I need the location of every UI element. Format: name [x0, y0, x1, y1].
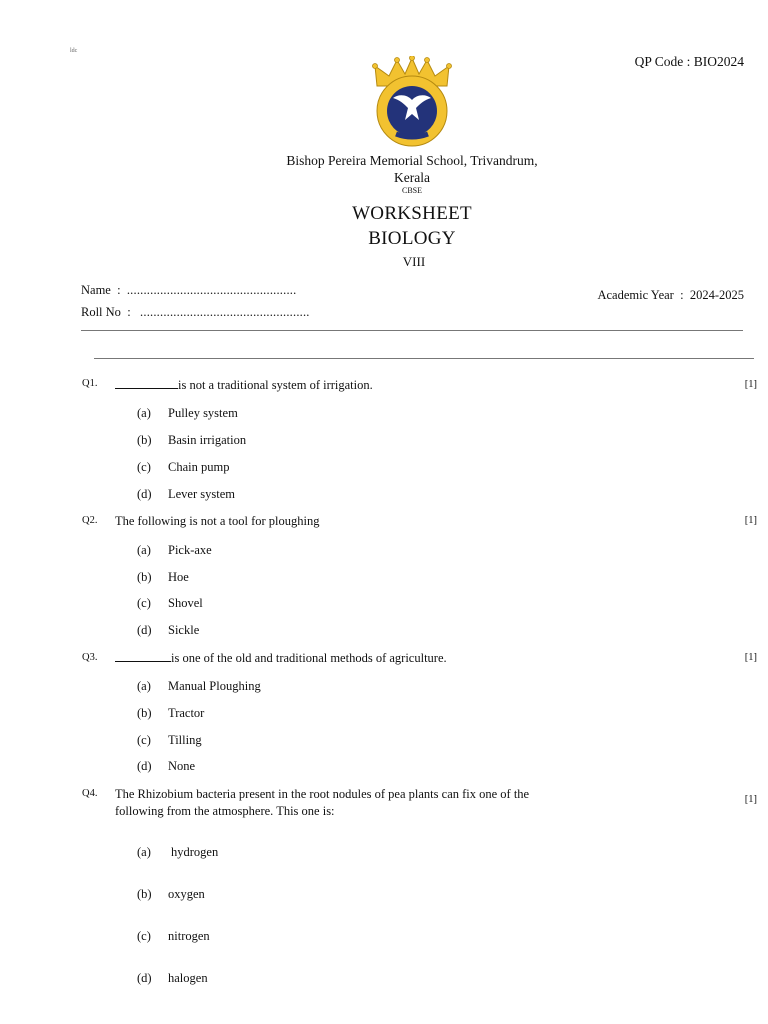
- roll-field: Roll No : ...................................................: [81, 305, 310, 319]
- name-value: ...................................................: [126, 283, 297, 297]
- class-label: VIII: [402, 254, 426, 269]
- roll-label: Roll No: [81, 305, 121, 319]
- year-value: 2024-2025: [689, 288, 744, 302]
- question-number: Q1.: [82, 378, 98, 389]
- board-label: CBSE: [401, 186, 422, 195]
- question-marks: [1]: [744, 379, 757, 390]
- question-text: The Rhizobium bacteria present in the root nodules of pea plants can fix one of the following from the atmosphere. This one is:: [115, 787, 530, 818]
- roll-value: ...................................................: [140, 305, 310, 319]
- worksheet-title: WORKSHEET: [352, 203, 472, 224]
- year-label: Academic Year: [597, 288, 674, 302]
- question-number: Q2.: [82, 515, 98, 526]
- answer-blank: [115, 651, 171, 662]
- corner-mark: ldc: [70, 48, 78, 54]
- section-rule: [94, 358, 754, 359]
- school-logo: [371, 56, 453, 148]
- question-marks: [1]: [744, 794, 757, 805]
- school-name-line2: Kerala: [394, 170, 430, 185]
- question-marks: [1]: [744, 515, 757, 526]
- question-text: is not a traditional system of irrigation.: [115, 377, 575, 394]
- name-field: Name : ...................................................: [81, 283, 297, 297]
- school-name-line1: Bishop Pereira Memorial School, Trivandrum,: [286, 153, 538, 168]
- question-number: Q4.: [82, 788, 98, 799]
- subject-title: BIOLOGY: [368, 228, 456, 249]
- name-label: Name: [81, 283, 111, 297]
- academic-year: Academic Year : 2024-2025: [597, 288, 744, 302]
- question-text: is one of the old and traditional methods of agriculture.: [115, 650, 575, 667]
- header-rule: [81, 330, 743, 331]
- qp-code: QP Code : BIO2024: [634, 54, 744, 69]
- question-text: The following is not a tool for ploughing: [115, 514, 320, 528]
- question-marks: [1]: [744, 652, 757, 663]
- answer-blank: [115, 378, 178, 389]
- question-number: Q3.: [82, 652, 98, 663]
